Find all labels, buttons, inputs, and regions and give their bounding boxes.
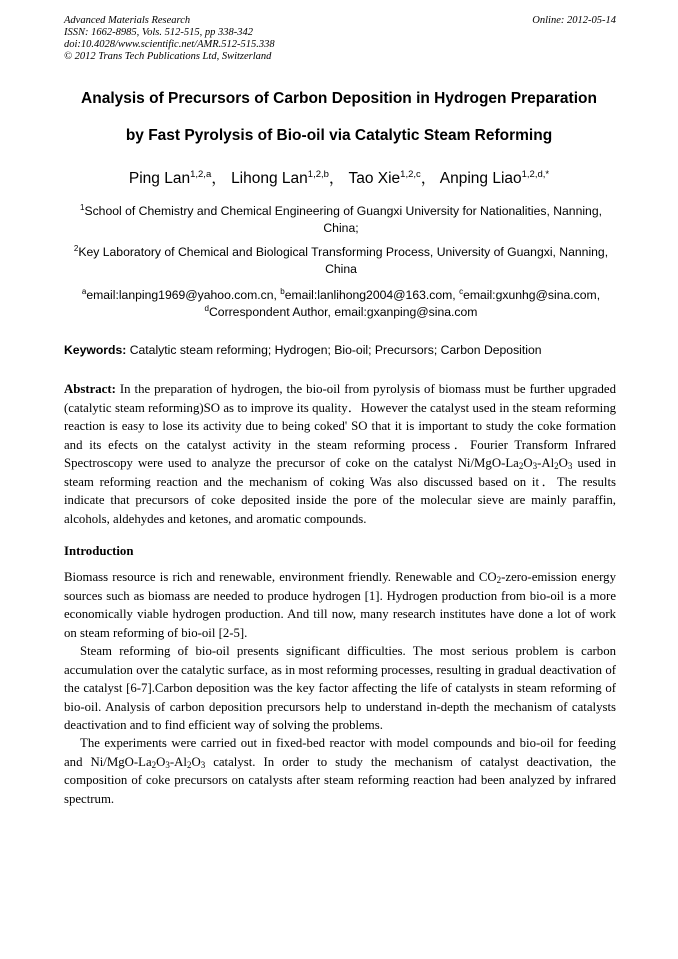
intro-paragraph-2: Steam reforming of bio-oil presents significant difficulties. The most serious problem is carbon accumulation over the catalytic surface, as in most reforming processes, resulting in gradual deactivation of the catalyst [6-7].Carbon deposition was the key factor affecting the life of catalysts in steam reforming of bio-oil. Analysis of carbon deposition precursors help to understand in-depth the mechanism of catalysts deactivation and to find efficient way of solving the problems. (64, 644, 616, 732)
intro-paragraph-1: Biomass resource is rich and renewable, environment friendly. Renewable and $CO_2-zero$-emission energy sources such as biomass are needed to produce hydrogen [1]. Hydrogen production from bio-oil is a more economically viable hydrogen production. And till now, many research institutes have done a lot of work on steam reforming of bio-oil [2-5]. (64, 570, 616, 640)
author-separator: ， (211, 170, 227, 187)
author-name: Tao Xie (348, 170, 401, 187)
journal-header (64, 15, 616, 63)
affiliation-2: $^2$Key Laboratory of Chemical and Biological Transforming Process, University of Guangxi, Nanning, China (73, 244, 609, 276)
author-name: Lihong Lan (231, 170, 308, 187)
author-name: Anping Liao (439, 170, 522, 187)
keywords-label: Keywords: (64, 343, 127, 357)
author-separator: ， (420, 170, 437, 187)
author-sup: 1,2,b (307, 169, 329, 180)
author-name: Ping Lan (128, 170, 191, 187)
author-separator: ， (328, 170, 345, 187)
email-list: $^a$email:lanping1969@yahoo.com.cn, $^b$email:lanlihong2004@163.com, $^c$email:gxunhg@sina.com, $^d$Correspondent Author, email:gxanping@sina.com (81, 287, 601, 319)
copyright-line: © 2012 Trans Tech Publications Ltd, Switzerland (64, 51, 272, 62)
section-heading-introduction: Introduction (64, 544, 134, 558)
affiliation-1: $^1$School of Chemistry and Chemical Engineering of Guangxi University for Nationalities, Nanning, China; (80, 203, 602, 235)
paper-title-line-1: Analysis of Precursors of Carbon Deposition in Hydrogen Preparation (81, 90, 597, 107)
keywords-text: Catalytic steam reforming; Hydrogen; Bio-oil; Precursors; Carbon Deposition (126, 343, 542, 357)
online-date: Online: 2012-05-14 (532, 15, 616, 26)
issn-line: ISSN: 1662-8985, Vols. 512-515, pp 338-342 (64, 27, 253, 38)
journal-name: Advanced Materials Research (64, 15, 191, 26)
author-list (40, 166, 638, 188)
intro-paragraph-3: The experiments were carried out in fixed-bed reactor with model compounds and bio-oil for feeding and $Ni/MgO-La_2O_3-Al_2O_3$ catalyst. In order to study the mechanism of catalyst deactivation, the composition of coke precursors on catalysts after steam reforming reaction had been analyzed by infrared spectrum. (64, 736, 616, 806)
abstract: Abstract: In the preparation of hydrogen, the bio-oil from pyrolysis of biomass must be further upgraded (catalytic steam reforming)SO as to improve its quality．However the catalyst used in the steam reforming reaction is easy to lose its activity due to being coked' SO that it is important to study the coke formation and its efects on the catalyst activity in the steam reforming process．Fourier Transform Infrared Spectroscopy were used to analyze the precursor of coke on the catalyst $Ni/MgO-La_2O_3-Al_2O_3$ used in steam reforming reaction and the mechanism of coking Was also discussed based on it．The results indicate that precursors of coke deposited inside the pore of the molecular sieve are mainly paraffin, alcohols, aldehydes and ketones, and aromatic compounds. (64, 382, 616, 526)
doi-line: doi:10.4028/www.scientific.net/AMR.512-515.338 (64, 39, 275, 50)
author-sup: 1,2,a (190, 169, 212, 180)
paper-title-line-2: by Fast Pyrolysis of Bio-oil via Catalytic Steam Reforming (125, 127, 553, 144)
keywords (64, 343, 620, 357)
author-sup: 1,2,d,* (521, 169, 550, 180)
author-sup: 1,2,c (400, 169, 421, 180)
abstract-label: Abstract: (64, 382, 116, 396)
